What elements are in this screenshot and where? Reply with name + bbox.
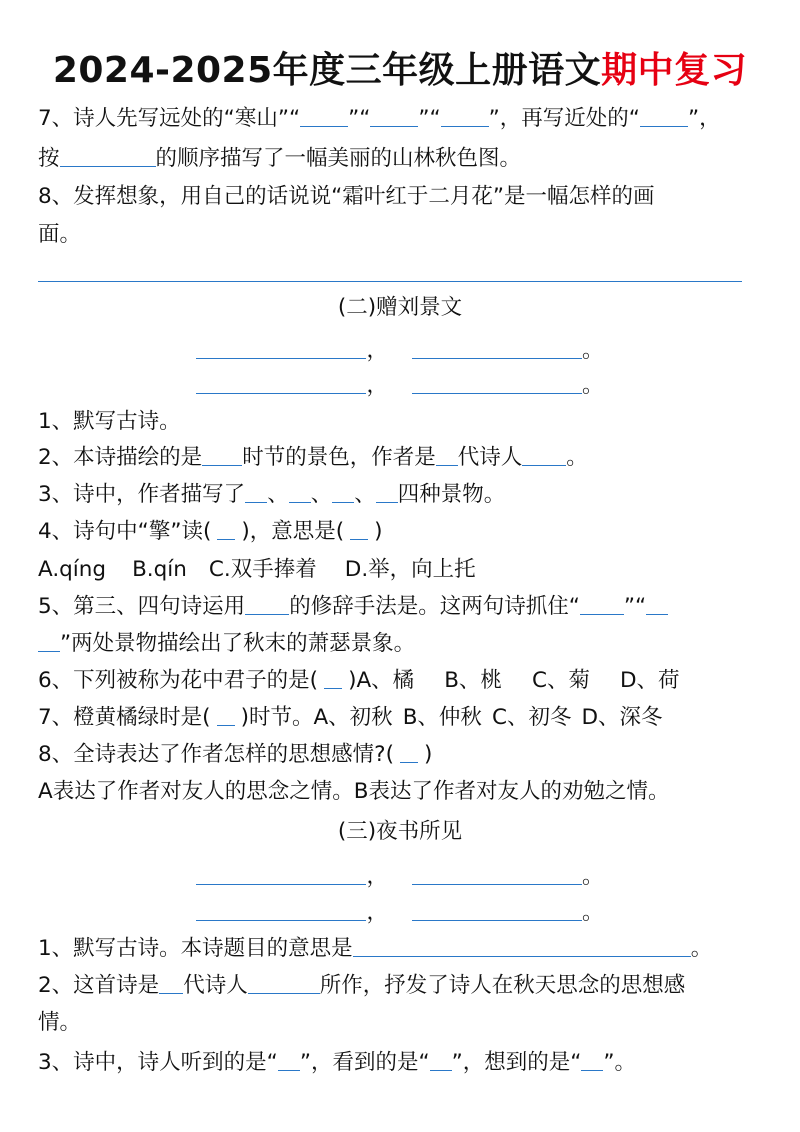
answer-blank[interactable] bbox=[522, 443, 566, 466]
poem-blank[interactable] bbox=[196, 371, 366, 394]
poem-blank[interactable] bbox=[412, 336, 582, 359]
answer-blank[interactable] bbox=[324, 666, 342, 689]
poem-blank[interactable] bbox=[412, 898, 582, 921]
s2-question-8: 8、全诗表达了作者怎样的思想感情?( ) bbox=[38, 742, 433, 767]
answer-blank[interactable] bbox=[248, 971, 320, 994]
s2-question-5-line2: ”两处景物描绘出了秋末的萧瑟景象。 bbox=[38, 629, 415, 659]
s2-question-8-options: A表达了作者对友人的思念之情。B表达了作者对友人的劝勉之情。 bbox=[38, 779, 670, 804]
answer-blank[interactable] bbox=[217, 517, 235, 540]
answer-blank[interactable] bbox=[646, 592, 668, 615]
answer-blank[interactable] bbox=[278, 1048, 300, 1071]
poem-row-4: ， 。 bbox=[0, 898, 800, 928]
answer-line[interactable] bbox=[38, 281, 742, 282]
question-7-line2: 按 的顺序描写了一幅美丽的山林秋色图。 bbox=[38, 146, 522, 171]
s3-question-3: 3、诗中，诗人听到的是“ ”，看到的是“ ”，想到的是“ ”。 bbox=[38, 1050, 637, 1075]
poem-blank[interactable] bbox=[196, 898, 366, 921]
s2-question-1: 1、默写古诗。 bbox=[38, 409, 181, 434]
poem-row-3: ， 。 bbox=[0, 862, 800, 892]
poem-row-2: ， 。 bbox=[0, 371, 800, 401]
answer-blank[interactable] bbox=[350, 517, 368, 540]
answer-blank[interactable] bbox=[245, 592, 289, 615]
poem-row-1: ， 。 bbox=[0, 336, 800, 366]
s3-question-1: 1、默写古诗。本诗题目的意思是 。 bbox=[38, 936, 713, 961]
answer-blank[interactable] bbox=[430, 1048, 452, 1071]
answer-blank[interactable] bbox=[245, 480, 267, 503]
s2-question-7: 7、橙黄橘绿时是( )时节。A、初秋 B、仲秋 C、初冬 D、深冬 bbox=[38, 705, 663, 730]
answer-blank[interactable] bbox=[581, 1048, 603, 1071]
answer-blank[interactable] bbox=[300, 104, 348, 127]
answer-blank[interactable] bbox=[353, 934, 691, 957]
answer-blank[interactable] bbox=[38, 629, 60, 652]
answer-blank[interactable] bbox=[217, 703, 235, 726]
answer-blank[interactable] bbox=[202, 443, 242, 466]
s2-question-4-options: A.qíng B.qín C.双手捧着 D.举，向上托 bbox=[38, 557, 476, 582]
title-main: 2024-2025年度三年级上册语文 bbox=[52, 50, 602, 91]
title-highlight: 期中复习 bbox=[601, 50, 748, 91]
s3-question-2-line2: 情。 bbox=[38, 1010, 82, 1035]
question-8-line2: 面。 bbox=[38, 222, 82, 247]
poem-blank[interactable] bbox=[412, 862, 582, 885]
section-2-heading: (二)赠刘景文 bbox=[337, 295, 463, 320]
answer-blank[interactable] bbox=[370, 104, 418, 127]
poem-blank[interactable] bbox=[196, 862, 366, 885]
section-3-heading: (三)夜书所见 bbox=[337, 819, 463, 844]
answer-blank[interactable] bbox=[640, 104, 688, 127]
poem-blank[interactable] bbox=[412, 371, 582, 394]
s2-question-3: 3、诗中，作者描写了 、 、 、 四种景物。 bbox=[38, 482, 506, 507]
answer-blank[interactable] bbox=[376, 480, 398, 503]
poem-blank[interactable] bbox=[196, 336, 366, 359]
s2-question-2: 2、本诗描绘的是 时节的景色，作者是 代诗人 。 bbox=[38, 445, 588, 470]
s2-question-6: 6、下列被称为花中君子的是( )A、橘 B、桃 C、菊 D、荷 bbox=[38, 668, 680, 693]
answer-blank[interactable] bbox=[580, 592, 624, 615]
answer-blank[interactable] bbox=[436, 443, 458, 466]
answer-blank[interactable] bbox=[332, 480, 354, 503]
question-7-line1: 7、诗人先写远处的“寒山”“ ”“ ”“ ”，再写近处的“ ”， bbox=[38, 106, 721, 131]
answer-blank[interactable] bbox=[159, 971, 183, 994]
answer-blank[interactable] bbox=[441, 104, 489, 127]
answer-blank[interactable] bbox=[289, 480, 311, 503]
page-title bbox=[0, 42, 800, 93]
answer-blank[interactable] bbox=[60, 144, 156, 167]
s3-question-2-line1: 2、这首诗是 代诗人 所作，抒发了诗人在秋天思念的思想感 bbox=[38, 973, 686, 998]
s2-question-5-line1: 5、第三、四句诗运用 的修辞手法是。这两句诗抓住“ ”“ bbox=[38, 592, 668, 622]
answer-blank[interactable] bbox=[400, 740, 418, 763]
s2-question-4: 4、诗句中“擎”读( )，意思是( ) bbox=[38, 519, 383, 544]
question-8-line1: 8、发挥想象，用自己的话说说“霜叶红于二月花”是一幅怎样的画 bbox=[38, 184, 655, 209]
